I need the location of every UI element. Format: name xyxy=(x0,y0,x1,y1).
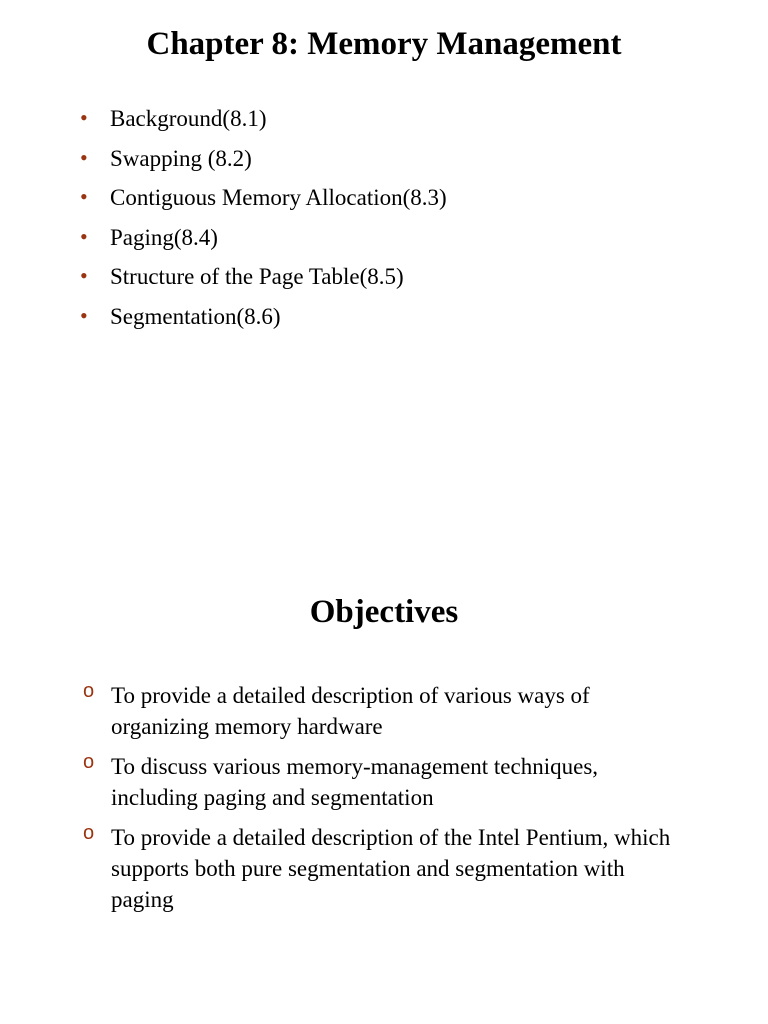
list-item xyxy=(0,262,768,292)
hollow-bullet-icon: o xyxy=(83,751,95,773)
topic-label: Structure of the Page Table(8.5) xyxy=(110,264,404,290)
objectives-list xyxy=(0,680,768,924)
objective-text: To discuss various memory-management techniques, including paging and segmentation xyxy=(111,754,599,810)
topic-label: Swapping (8.2) xyxy=(110,145,252,171)
bullet-icon: • xyxy=(80,184,88,210)
list-item xyxy=(0,144,768,174)
list-item xyxy=(0,104,768,134)
bullet-icon: • xyxy=(80,105,88,130)
topic-label: Segmentation(8.6) xyxy=(110,303,281,329)
hollow-bullet-icon: o xyxy=(83,822,95,844)
chapter-topics-list xyxy=(0,104,768,342)
list-item xyxy=(0,680,768,742)
bullet-icon: • xyxy=(80,223,88,249)
objective-text: To provide a detailed description of the Intel Pentium, which supports both pure segmentation and segmentation with paging xyxy=(111,825,671,912)
bullet-icon: • xyxy=(80,302,88,328)
topic-label: Background(8.1) xyxy=(110,106,267,131)
topic-label: Contiguous Memory Allocation(8.3) xyxy=(110,185,447,211)
topic-label: Paging(8.4) xyxy=(110,224,218,250)
list-item xyxy=(0,822,768,915)
list-item xyxy=(0,302,768,332)
chapter-title: Chapter 8: Memory Management xyxy=(146,26,622,62)
bullet-icon: • xyxy=(80,263,88,289)
list-item xyxy=(0,183,768,213)
bullet-icon: • xyxy=(80,144,88,170)
list-item xyxy=(0,751,768,813)
objective-text: To provide a detailed description of various ways of organizing memory hardware xyxy=(111,683,590,739)
hollow-bullet-icon: o xyxy=(83,680,95,702)
list-item xyxy=(0,223,768,253)
objectives-title: Objectives xyxy=(309,594,459,630)
